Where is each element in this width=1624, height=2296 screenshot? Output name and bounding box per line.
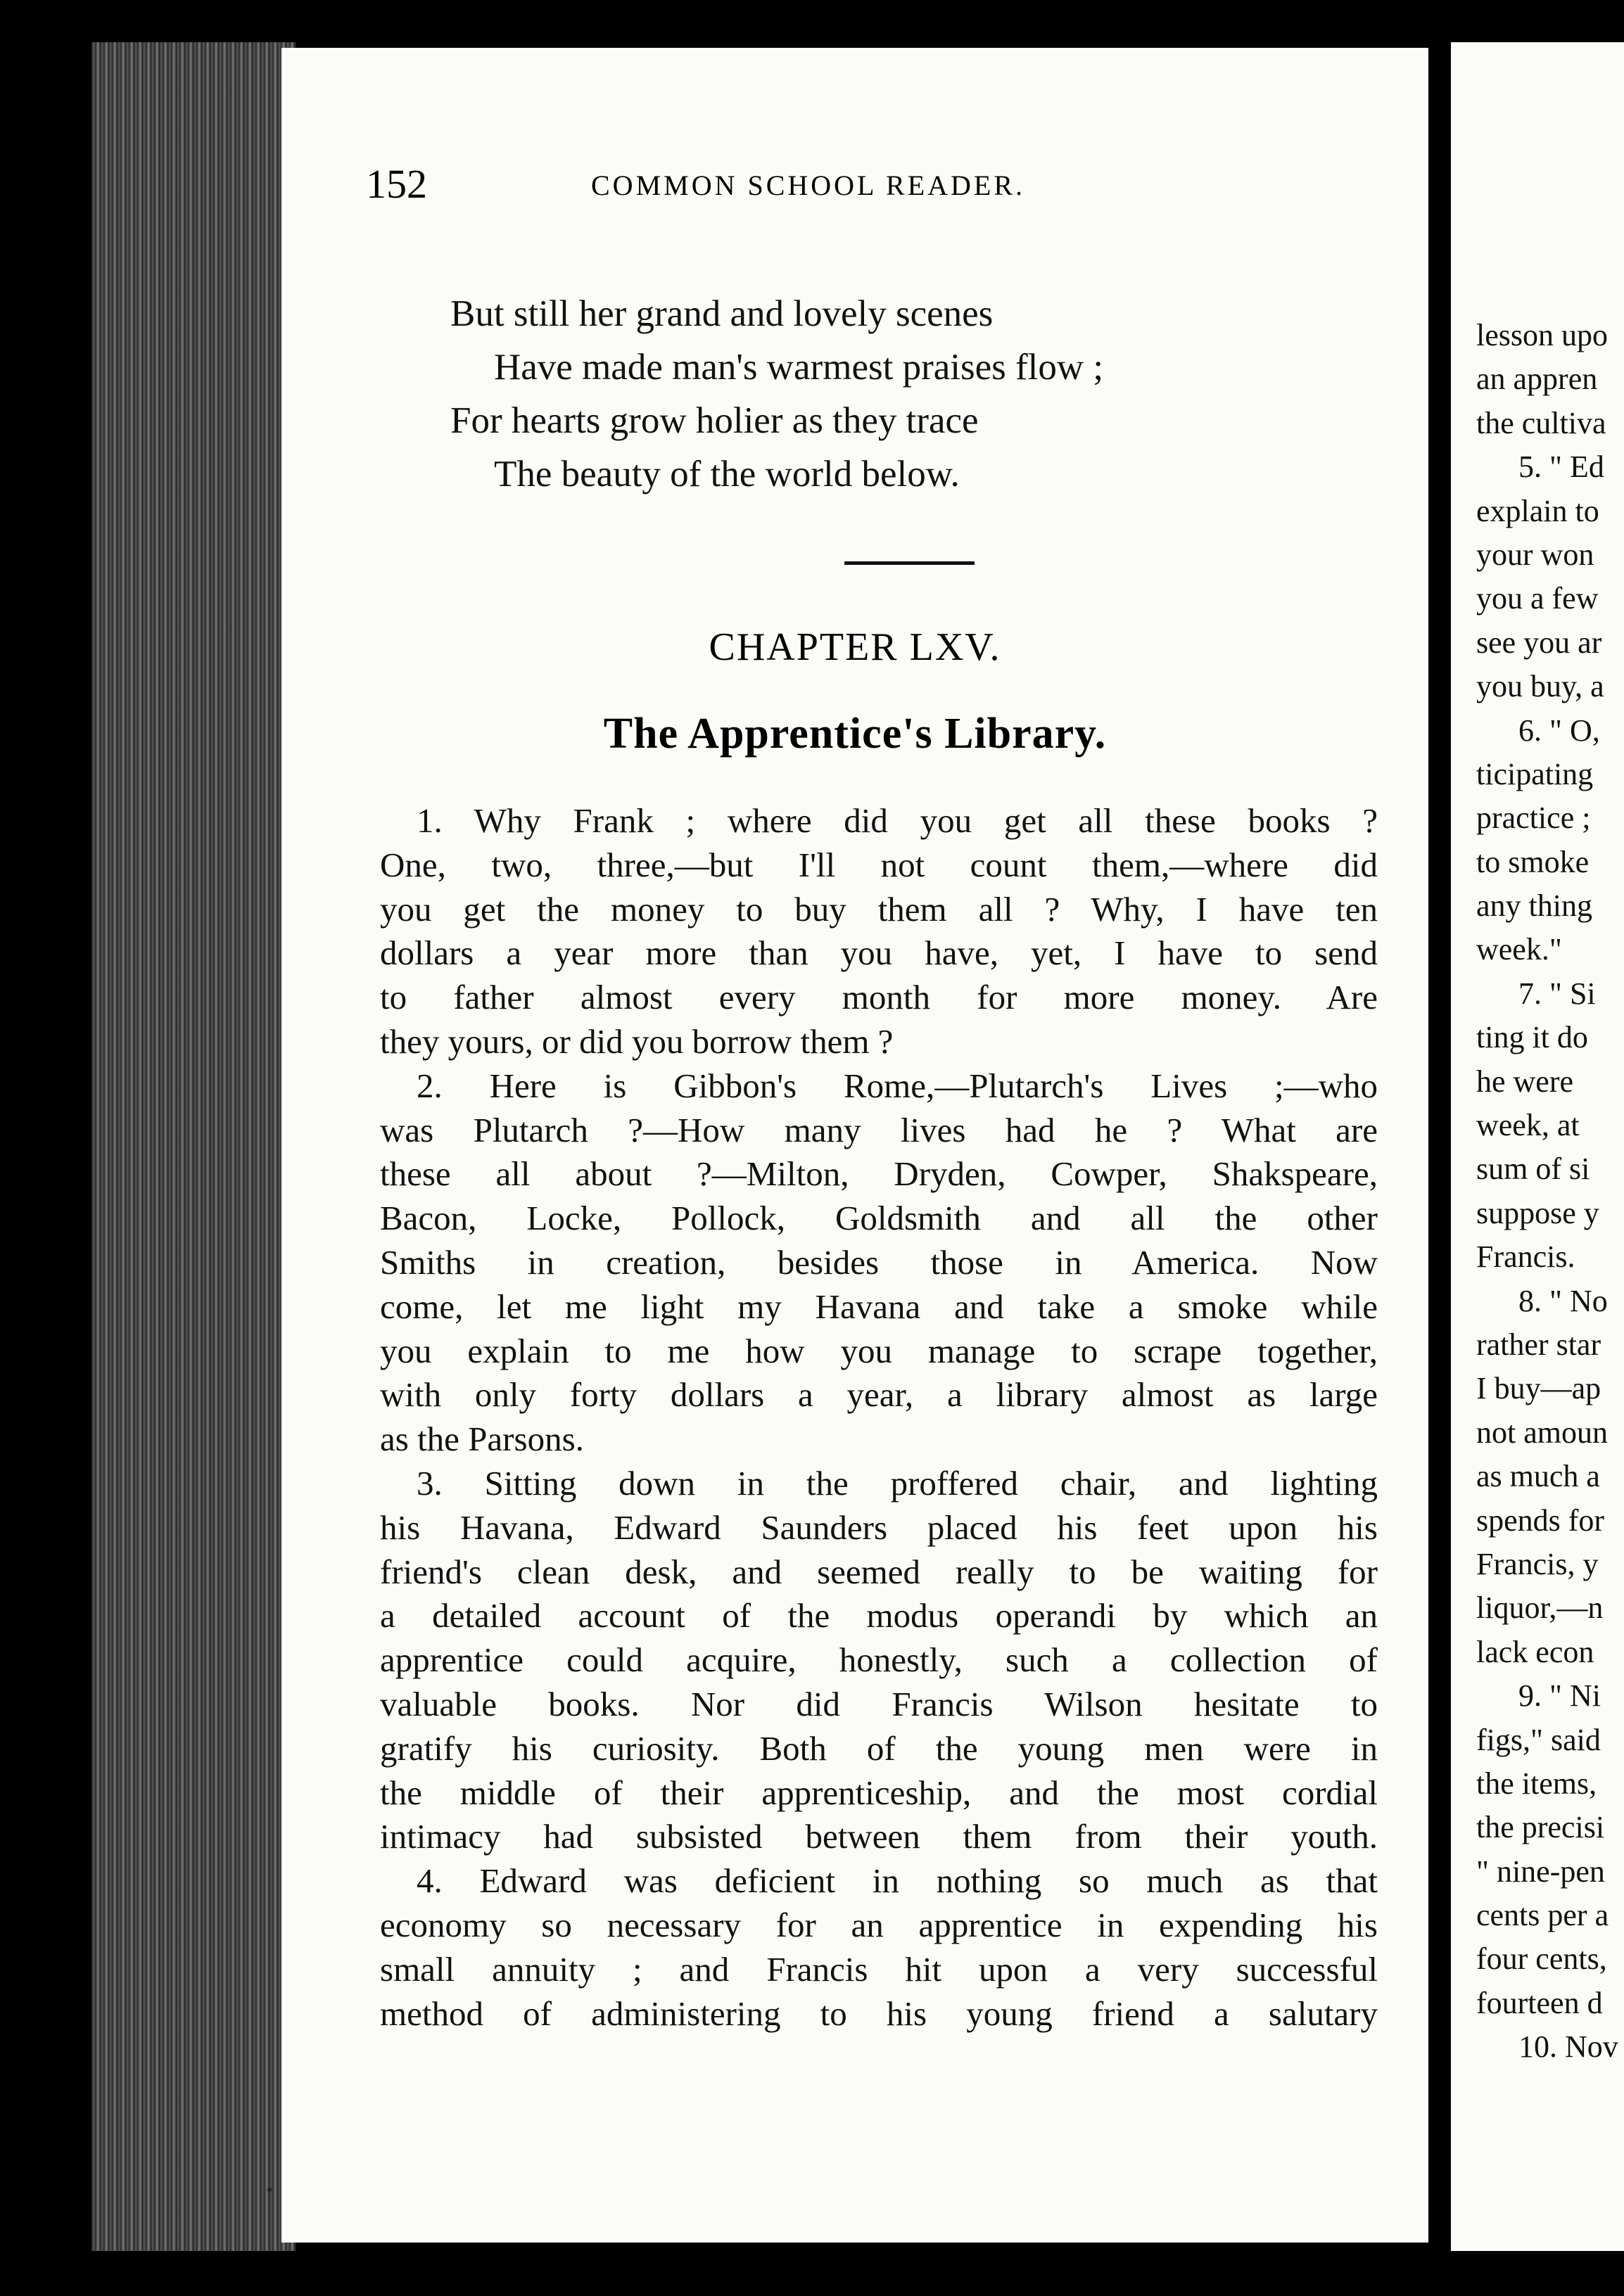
fragment-line: explain to (1476, 493, 1599, 528)
fragment-line: your won (1476, 537, 1594, 572)
text-line: his Havana, Edward Saunders placed his feet upon his (380, 1507, 1378, 1547)
fragment-line: " nine-pen (1476, 1854, 1605, 1889)
text-line: to father almost every month for more money. Are (380, 978, 1378, 1017)
text-line: gratify his curiosity. Both of the young men were in (380, 1728, 1378, 1768)
fragment-line: see you ar (1476, 625, 1602, 660)
fragment-line: sum of si (1476, 1152, 1590, 1187)
text-line: was Plutarch ?—How many lives had he ? What are (380, 1110, 1378, 1149)
text-line: intimacy had subsisted between them from their youth. (380, 1817, 1378, 1856)
text-line: economy so necessary for an apprentice in expending his (380, 1905, 1378, 1944)
fragment-line: ticipating (1476, 756, 1594, 791)
fragment-line: he were (1476, 1064, 1574, 1099)
fragment-line: week." (1476, 932, 1562, 967)
text-line: 2. Here is Gibbon's Rome,—Plutarch's Lives ;—who (417, 1066, 1378, 1105)
fragment-line: practice ; (1476, 801, 1591, 836)
fragment-line: 10. Nov (1518, 2029, 1618, 2065)
poem-line: For hearts grow holier as they trace (450, 400, 979, 441)
text-line: a detailed account of the modus operandi by which an (380, 1596, 1378, 1635)
fragment-line: four cents, (1476, 1941, 1607, 1977)
text-line: as the Parsons. (380, 1420, 584, 1459)
fragment-line: 9. " Ni (1518, 1678, 1601, 1714)
lesson-title: The Apprentice's Library. (603, 710, 1107, 758)
fragment-line: you a few (1476, 581, 1599, 616)
text-line: 1. Why Frank ; where did you get all these books ? (417, 801, 1378, 840)
poem-stanza (450, 287, 1103, 501)
fragment-line: 5. " Ed (1518, 449, 1604, 485)
fragment-line: Francis. (1476, 1239, 1575, 1275)
fragment-line: any thing (1476, 888, 1592, 924)
fragment-line: to smoke (1476, 844, 1590, 879)
printing-speck (267, 2188, 272, 2192)
text-line: with only forty dollars a year, a library almost as large (380, 1375, 1378, 1415)
text-line: small annuity ; and Francis hit upon a very successful (380, 1949, 1378, 1989)
fragment-line: Francis, y (1476, 1546, 1599, 1581)
text-line: you get the money to buy them all ? Why, I have ten (380, 889, 1378, 929)
fragment-line: as much a (1476, 1459, 1600, 1494)
fragment-line: week, at (1476, 1108, 1580, 1143)
poem-line: But still her grand and lovely scenes (450, 293, 994, 334)
fragment-line: figs," said (1476, 1722, 1601, 1757)
page-number: 152 (366, 161, 427, 207)
text-line: you explain to me how you manage to scrape together, (380, 1331, 1378, 1370)
fragment-line: not amoun (1476, 1415, 1608, 1450)
section-divider (844, 561, 975, 565)
running-header (281, 160, 1428, 231)
fragment-line: spends for (1476, 1503, 1605, 1538)
fragment-line: 7. " Si (1518, 976, 1596, 1011)
fragment-line: an appren (1476, 362, 1598, 397)
right-page-fragment (1451, 42, 1624, 2251)
fragment-line: rather star (1476, 1327, 1601, 1362)
poem-line: Have made man's warmest praises flow ; (494, 347, 1104, 388)
fragment-line: ting it do (1476, 1020, 1588, 1055)
running-title: COMMON SCHOOL READER. (591, 170, 1026, 201)
text-line: friend's clean desk, and seemed really to be waiting for (380, 1552, 1378, 1591)
text-line: 4. Edward was deficient in nothing so much as that (417, 1861, 1378, 1901)
text-line: dollars a year more than you have, yet, I have to send (380, 933, 1378, 973)
fragment-line: 6. " O, (1518, 713, 1600, 748)
text-line: the middle of their apprenticeship, and the most cordial (380, 1773, 1378, 1812)
fragment-line: the items, (1476, 1766, 1597, 1801)
fragment-line: the cultiva (1476, 405, 1606, 440)
book-page-edges (91, 42, 296, 2251)
text-line: these all about ?—Milton, Dryden, Cowper, Shakspeare, (380, 1154, 1378, 1194)
right-page-text (1476, 314, 1618, 2069)
fragment-line: cents per a (1476, 1898, 1609, 1933)
text-line: method of administering to his young friend a salutary (380, 1994, 1378, 2033)
text-line: come, let me light my Havana and take a smoke while (380, 1287, 1378, 1326)
fragment-line: 8. " No (1518, 1283, 1608, 1318)
fragment-line: lack econ (1476, 1634, 1594, 1669)
text-line: they yours, or did you borrow them ? (380, 1021, 894, 1061)
fragment-line: liquor,—n (1476, 1590, 1604, 1626)
text-line: One, two, three,—but I'll not count them,—where did (380, 845, 1378, 884)
fragment-line: I buy—ap (1476, 1371, 1601, 1406)
text-line: Bacon, Locke, Pollock, Goldsmith and all the other (380, 1199, 1378, 1238)
fragment-line: suppose y (1476, 1195, 1599, 1230)
fragment-line: the precisi (1476, 1810, 1605, 1845)
text-line: 3. Sitting down in the proffered chair, and lighting (417, 1463, 1378, 1503)
poem-line: The beauty of the world below. (494, 454, 960, 495)
text-line: valuable books. Nor did Francis Wilson hesitate to (380, 1684, 1378, 1723)
text-line: Smiths in creation, besides those in America. Now (380, 1242, 1378, 1282)
fragment-line: fourteen d (1476, 1985, 1603, 2020)
fragment-line: lesson upo (1476, 318, 1608, 352)
fragment-line: you buy, a (1476, 669, 1604, 704)
text-line: apprentice could acquire, honestly, such a collection of (380, 1640, 1378, 1680)
chapter-heading: CHAPTER LXV. (709, 625, 1001, 669)
left-page (281, 48, 1428, 2243)
body-text (380, 799, 1378, 2036)
